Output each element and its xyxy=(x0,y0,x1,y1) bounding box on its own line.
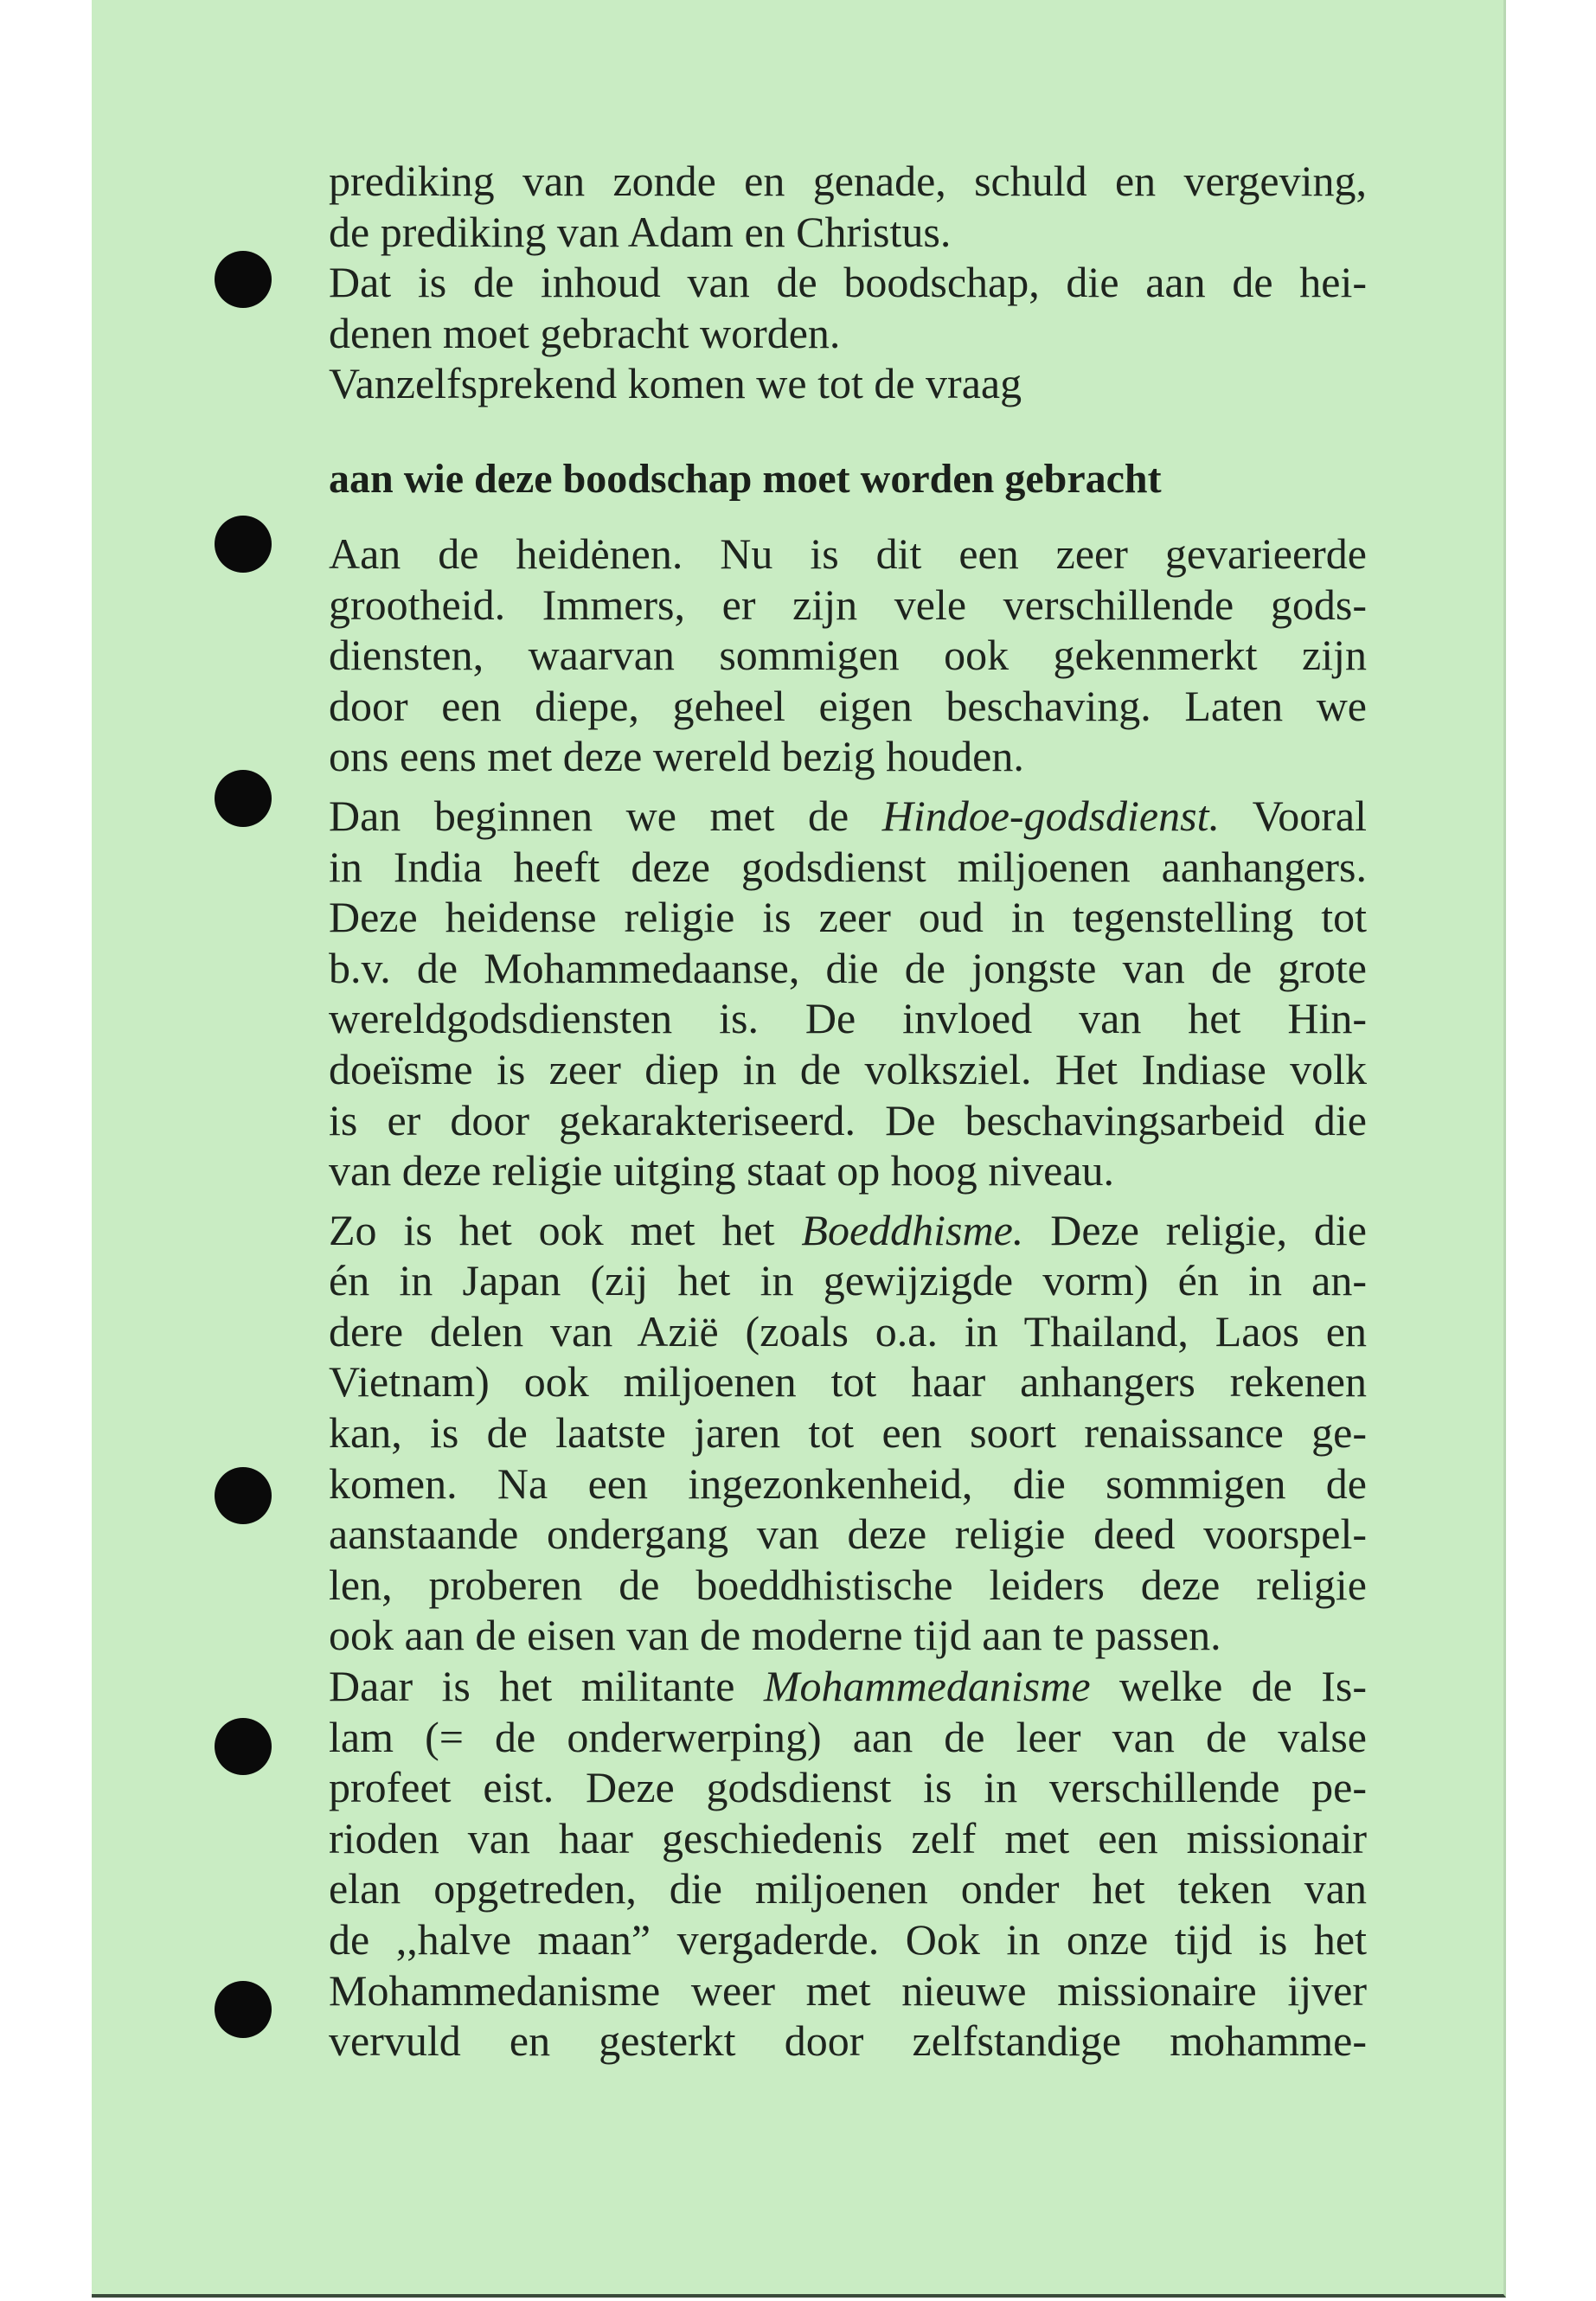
punch-hole-1 xyxy=(215,251,272,308)
text-line xyxy=(329,791,1367,842)
text-line: is er door gekarakteriseerd. De beschavingsarbeid die xyxy=(329,1095,1367,1144)
paragraph-heidenen xyxy=(329,529,1367,782)
section-heading: aan wie deze boodschap moet worden gebracht xyxy=(329,455,1162,502)
text-line xyxy=(329,1205,1367,1256)
text-line: dere delen van Azië (zoals o.a. in Thailand, Laos en xyxy=(329,1306,1367,1356)
punch-hole-2 xyxy=(215,516,272,573)
text-line: Deze heidense religie is zeer oud in tegenstelling tot xyxy=(329,893,1367,942)
paragraph-intro xyxy=(329,156,1367,409)
text-line: in India heeft deze godsdienst miljoenen aanhangers. xyxy=(329,842,1367,891)
emphasis-mohammedanisme: Mohammedanisme xyxy=(763,1662,1091,1711)
text-line: én in Japan (zij het in gewijzigde vorm) én in an- xyxy=(329,1256,1367,1305)
emphasis-hindoe: Hindoe-godsdienst. xyxy=(881,791,1220,840)
text-line: grootheid. Immers, er zijn vele verschillende gods- xyxy=(329,580,1367,629)
text-line: door een diepe, geheel eigen beschaving. Laten we xyxy=(329,681,1367,730)
text-line: kan, is de laatste jaren tot een soort renaissance ge- xyxy=(329,1408,1367,1458)
emphasis-boeddhisme: Boeddhisme. xyxy=(801,1205,1024,1254)
text-line: Aan de heidėnen. Nu is dit een zeer gevarieerde xyxy=(329,529,1367,578)
text-line: ook aan de eisen van de moderne tijd aan te passen. xyxy=(329,1611,1221,1660)
text-line: rioden van haar geschiedenis zelf met een missionair xyxy=(329,1813,1367,1862)
text-line: van deze religie uitging staat op hoog niveau. xyxy=(329,1146,1115,1195)
text-line: prediking van zonde en genade, schuld en vergeving, xyxy=(329,157,1367,205)
text-line: komen. Na een ingezonkenheid, die sommigen de xyxy=(329,1458,1367,1508)
text-line: profeet eist. Deze godsdienst is in verschillende pe- xyxy=(329,1763,1367,1812)
text-line: b.v. de Mohammedaanse, die de jongste van de grote xyxy=(329,943,1367,992)
text-line: doeïsme is zeer diep in de volksziel. Het Indiase volk xyxy=(329,1044,1367,1093)
paragraph-boeddhisme xyxy=(329,1205,1367,1661)
text-line: denen moet gebracht worden. xyxy=(329,308,841,357)
text-line: vervuld en gesterkt door zelfstandige mohamme- xyxy=(329,2016,1367,2066)
text-segment: Daar is het militante xyxy=(329,1662,764,1711)
text-segment: welke de Is- xyxy=(1090,1662,1367,1711)
text-line: lam (= de onderwerping) aan de leer van de valse xyxy=(329,1712,1367,1761)
punch-hole-4 xyxy=(215,1467,272,1524)
body-text xyxy=(329,156,1367,2067)
text-line: elan opgetreden, die miljoenen onder het teken van xyxy=(329,1864,1367,1913)
punch-hole-5 xyxy=(215,1718,272,1775)
text-line: len, proberen de boeddhistische leiders deze religie xyxy=(329,1560,1367,1609)
paragraph-mohammedanisme xyxy=(329,1661,1367,2067)
text-line: de prediking van Adam en Christus. xyxy=(329,207,952,256)
text-line: ons eens met deze wereld bezig houden. xyxy=(329,732,1024,781)
text-segment: Vooral xyxy=(1219,791,1367,840)
paragraph-hindoe xyxy=(329,791,1367,1196)
text-line: Vietnam) ook miljoenen tot haar anhangers rekenen xyxy=(329,1357,1367,1407)
text-line: aanstaande ondergang van deze religie deed voorspel- xyxy=(329,1509,1367,1559)
punch-hole-3 xyxy=(215,770,272,827)
text-line: diensten, waarvan sommigen ook gekenmerkt zijn xyxy=(329,631,1367,680)
text-line: Mohammedanisme weer met nieuwe missionaire ijver xyxy=(329,1965,1367,2015)
text-line xyxy=(329,1661,1367,1712)
text-line: wereldgodsdiensten is. De invloed van het Hin- xyxy=(329,994,1367,1043)
text-segment: Deze religie, die xyxy=(1023,1205,1367,1254)
text-line: Dat is de inhoud van de boodschap, die aan de hei- xyxy=(329,258,1367,307)
punch-hole-6 xyxy=(215,1981,272,2038)
text-line: de ,,halve maan” vergaderde. Ook in onze tijd is het xyxy=(329,1915,1367,1964)
text-segment: Zo is het ook met het xyxy=(329,1205,802,1254)
text-line: Vanzelfsprekend komen we tot de vraag xyxy=(329,359,1022,408)
text-segment: Dan beginnen we met de xyxy=(329,791,882,840)
